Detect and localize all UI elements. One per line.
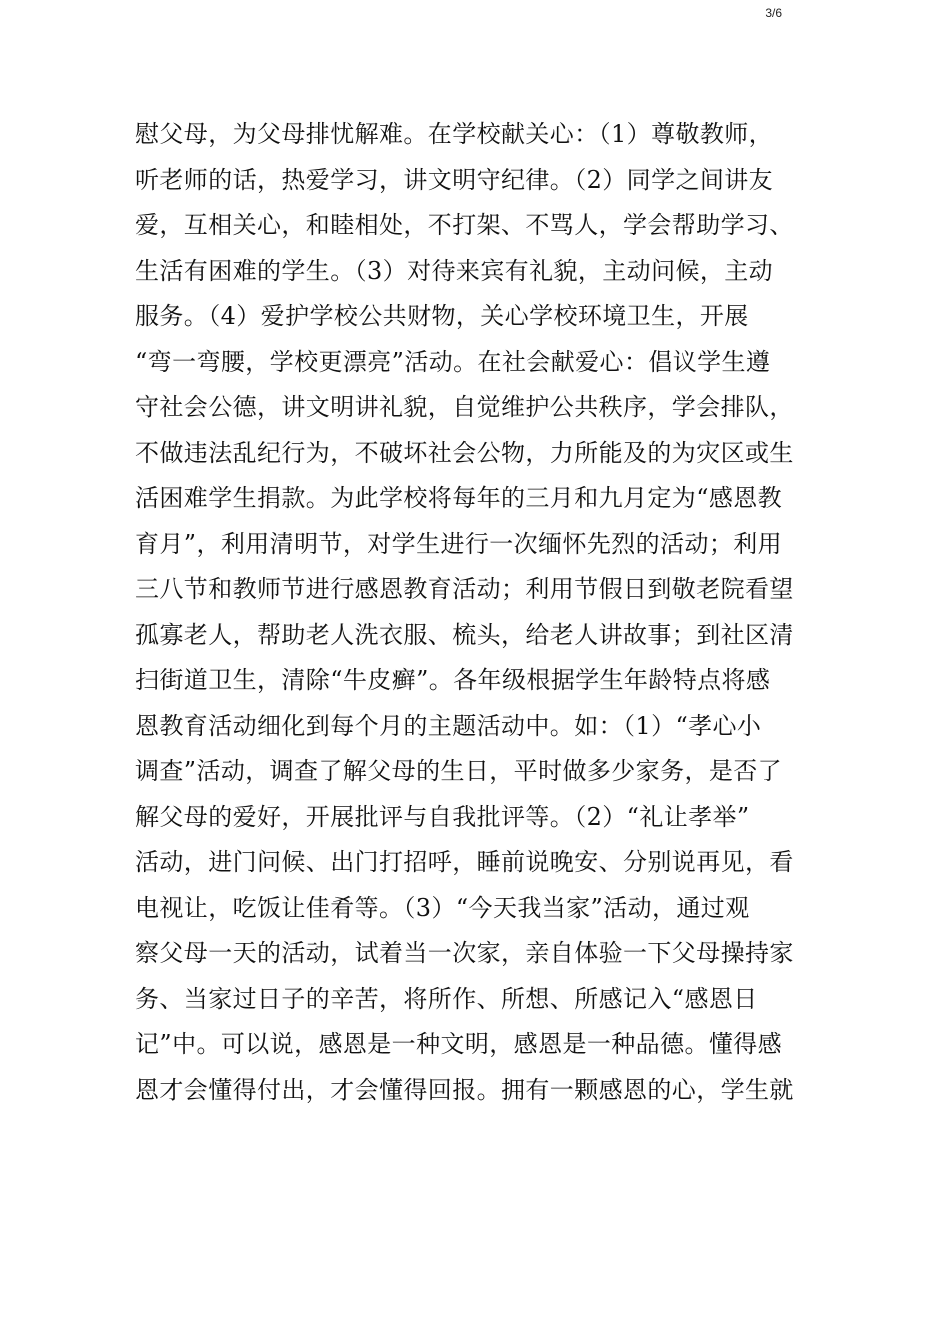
text-line: 务、当家过日子的辛苦，将所作、所想、所感记入“感恩日: [135, 984, 758, 1013]
text-line: 电视让，吃饭让佳肴等。（3）“今天我当家”活动，通过观: [135, 893, 750, 922]
text-line: 调查”活动，调查了解父母的生日，平时做多少家务，是否了: [135, 757, 783, 785]
text-line: 察父母一天的活动，试着当一次家，亲自体验一下父母操持家: [135, 939, 794, 967]
text-line: 慰父母，为父母排忧解难。在学校献关心：（1）尊敬教师，: [135, 120, 774, 148]
text-line: 扫街道卫生，清除“牛皮癣”。各年级根据学生年龄特点将感: [135, 666, 771, 694]
text-line: 服务。（4）爱护学校公共财物，关心学校环境卫生，开展: [135, 302, 749, 330]
text-line: 三八节和教师节进行感恩教育活动；利用节假日到敬老院看望: [135, 575, 794, 603]
text-line: 不做违法乱纪行为，不破坏社会公物，力所能及的为灾区或生: [135, 438, 794, 467]
text-line: 记”中。可以说，感恩是一种文明，感恩是一种品德。懂得感: [135, 1030, 783, 1058]
text-line: 孤寡老人，帮助老人洗衣服、梳头，给老人讲故事；到社区清: [135, 620, 794, 649]
text-line: 育月”，利用清明节，对学生进行一次缅怀先烈的活动；利用: [135, 529, 783, 558]
page-number: 3/6: [765, 6, 782, 20]
text-line: 活困难学生捐款。为此学校将每年的三月和九月定为“感恩教: [135, 484, 783, 512]
text-line: 恩教育活动细化到每个月的主题活动中。如：（1）“孝心小: [135, 711, 762, 740]
text-line: 爱，互相关心，和睦相处，不打架、不骂人，学会帮助学习、: [135, 211, 794, 239]
text-line: “弯一弯腰，学校更漂亮”活动。在社会献爱心：倡议学生遵: [135, 347, 771, 376]
text-line: 听老师的话，热爱学习，讲文明守纪律。（2）同学之间讲友: [135, 165, 774, 194]
text-line: 生活有困难的学生。（3）对待来宾有礼貌，主动问候，主动: [135, 256, 774, 285]
text-line: 活动，进门问候、出门打招呼，睡前说晚安、分别说再见，看: [135, 848, 794, 876]
text-line: 恩才会懂得付出，才会懂得回报。拥有一颗感恩的心，学生就: [135, 1075, 794, 1104]
text-line: 解父母的爱好，开展批评与自我批评等。（2）“礼让孝举”: [135, 802, 750, 831]
text-line: 守社会公德，讲文明讲礼貌，自觉维护公共秩序，学会排队，: [135, 393, 794, 421]
body-paragraph: [135, 112, 825, 1113]
